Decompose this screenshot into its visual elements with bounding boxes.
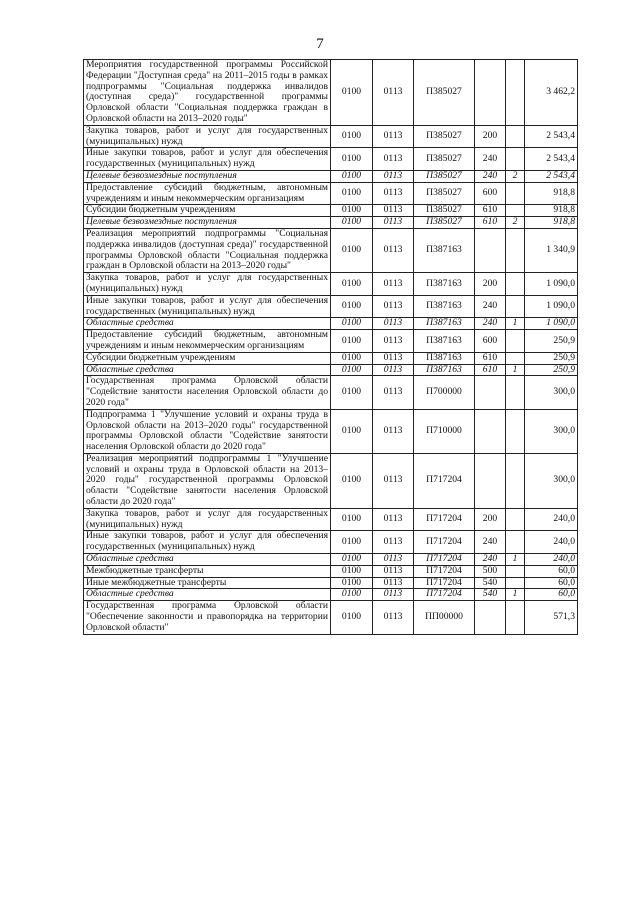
row-subsection-code: 0113 bbox=[373, 589, 414, 601]
row-subsection-code: 0113 bbox=[373, 60, 414, 126]
row-section-code: 0100 bbox=[331, 364, 373, 376]
row-expense-type-code: 200 bbox=[475, 273, 506, 296]
row-target-code: П385027 bbox=[414, 60, 475, 126]
row-amount: 250,9 bbox=[525, 364, 578, 376]
row-name: Иные закупки товаров, работ и услуг для обеспечения государственных (муниципальных) нужд bbox=[84, 148, 331, 171]
row-amount: 1 090,0 bbox=[525, 295, 578, 318]
row-expense-type-code: 500 bbox=[475, 565, 506, 577]
row-expense-type-code: 200 bbox=[475, 125, 506, 148]
row-funding-source bbox=[506, 330, 525, 353]
row-section-code: 0100 bbox=[331, 409, 373, 453]
row-expense-type-code: 240 bbox=[475, 148, 506, 171]
row-section-code: 0100 bbox=[331, 565, 373, 577]
row-amount: 2 543,4 bbox=[525, 148, 578, 171]
row-expense-type-code: 610 bbox=[475, 217, 506, 229]
row-subsection-code: 0113 bbox=[373, 148, 414, 171]
table-row bbox=[84, 330, 578, 353]
row-name: Закупка товаров, работ и услуг для государственных (муниципальных) нужд bbox=[84, 125, 331, 148]
row-name: Подпрограмма 1 "Улучшение условий и охраны труда в Орловской области на 2013–2020 годы" государственной программы Орловской области "Содействие занятости населения Орловской области до 2020 года" bbox=[84, 409, 331, 453]
row-amount: 918,8 bbox=[525, 205, 578, 217]
row-name: Государственная программа Орловской области "Обеспечение законности и правопорядка на территории Орловской области" bbox=[84, 601, 331, 634]
row-subsection-code: 0113 bbox=[373, 318, 414, 330]
row-expense-type-code: 540 bbox=[475, 577, 506, 589]
row-amount: 300,0 bbox=[525, 376, 578, 409]
row-subsection-code: 0113 bbox=[373, 228, 414, 272]
budget-table-body bbox=[84, 60, 578, 635]
row-funding-source bbox=[506, 508, 525, 531]
row-amount: 240,0 bbox=[525, 531, 578, 554]
row-target-code: П387163 bbox=[414, 330, 475, 353]
row-amount: 1 090,0 bbox=[525, 318, 578, 330]
row-amount: 60,0 bbox=[525, 589, 578, 601]
row-expense-type-code: 610 bbox=[475, 364, 506, 376]
row-subsection-code: 0113 bbox=[373, 217, 414, 229]
row-funding-source bbox=[506, 565, 525, 577]
row-section-code: 0100 bbox=[331, 601, 373, 634]
row-subsection-code: 0113 bbox=[373, 364, 414, 376]
row-target-code: П700000 bbox=[414, 376, 475, 409]
table-row bbox=[84, 60, 578, 126]
row-section-code: 0100 bbox=[331, 508, 373, 531]
row-subsection-code: 0113 bbox=[373, 565, 414, 577]
row-section-code: 0100 bbox=[331, 60, 373, 126]
row-funding-source bbox=[506, 531, 525, 554]
row-expense-type-code bbox=[475, 60, 506, 126]
row-expense-type-code: 240 bbox=[475, 554, 506, 566]
row-funding-source bbox=[506, 409, 525, 453]
row-name: Предоставление субсидий бюджетным, автономным учреждениям и иным некоммерческим организациям bbox=[84, 330, 331, 353]
row-funding-source bbox=[506, 228, 525, 272]
row-name: Целевые безвозмездные поступления bbox=[84, 217, 331, 229]
row-target-code: П717204 bbox=[414, 565, 475, 577]
row-subsection-code: 0113 bbox=[373, 205, 414, 217]
row-expense-type-code bbox=[475, 376, 506, 409]
row-subsection-code: 0113 bbox=[373, 273, 414, 296]
row-subsection-code: 0113 bbox=[373, 170, 414, 182]
row-subsection-code: 0113 bbox=[373, 182, 414, 205]
table-row bbox=[84, 170, 578, 182]
row-funding-source bbox=[506, 376, 525, 409]
row-expense-type-code bbox=[475, 409, 506, 453]
row-amount: 60,0 bbox=[525, 577, 578, 589]
row-subsection-code: 0113 bbox=[373, 601, 414, 634]
row-funding-source bbox=[506, 125, 525, 148]
row-target-code: П387163 bbox=[414, 228, 475, 272]
table-row bbox=[84, 217, 578, 229]
row-funding-source bbox=[506, 205, 525, 217]
row-funding-source bbox=[506, 577, 525, 589]
row-subsection-code: 0113 bbox=[373, 531, 414, 554]
row-target-code: П387163 bbox=[414, 318, 475, 330]
row-target-code: П387163 bbox=[414, 352, 475, 364]
row-section-code: 0100 bbox=[331, 125, 373, 148]
row-name: Реализация мероприятий подпрограммы "Социальная поддержка инвалидов (доступная среда)" государственной программы Орловской области "Социальная поддержка граждан в Орловской области на 2013–2020 годы" bbox=[84, 228, 331, 272]
table-row bbox=[84, 409, 578, 453]
row-subsection-code: 0113 bbox=[373, 508, 414, 531]
row-funding-source: 1 bbox=[506, 554, 525, 566]
row-expense-type-code: 240 bbox=[475, 531, 506, 554]
row-name: Субсидии бюджетным учреждениям bbox=[84, 205, 331, 217]
row-subsection-code: 0113 bbox=[373, 453, 414, 508]
row-section-code: 0100 bbox=[331, 170, 373, 182]
row-section-code: 0100 bbox=[331, 148, 373, 171]
row-section-code: 0100 bbox=[331, 589, 373, 601]
row-subsection-code: 0113 bbox=[373, 554, 414, 566]
row-amount: 240,0 bbox=[525, 554, 578, 566]
table-row bbox=[84, 577, 578, 589]
table-row bbox=[84, 589, 578, 601]
row-section-code: 0100 bbox=[331, 273, 373, 296]
row-subsection-code: 0113 bbox=[373, 577, 414, 589]
row-target-code: П385027 bbox=[414, 148, 475, 171]
row-section-code: 0100 bbox=[331, 376, 373, 409]
row-section-code: 0100 bbox=[331, 531, 373, 554]
row-section-code: 0100 bbox=[331, 554, 373, 566]
table-row bbox=[84, 228, 578, 272]
row-funding-source bbox=[506, 60, 525, 126]
budget-table bbox=[83, 59, 578, 635]
row-name: Областные средства bbox=[84, 318, 331, 330]
row-name: Иные закупки товаров, работ и услуг для обеспечения государственных (муниципальных) нужд bbox=[84, 531, 331, 554]
row-expense-type-code: 600 bbox=[475, 182, 506, 205]
row-name: Областные средства bbox=[84, 364, 331, 376]
row-section-code: 0100 bbox=[331, 205, 373, 217]
row-subsection-code: 0113 bbox=[373, 376, 414, 409]
row-funding-source: 1 bbox=[506, 589, 525, 601]
row-amount: 918,8 bbox=[525, 182, 578, 205]
row-expense-type-code: 240 bbox=[475, 318, 506, 330]
row-expense-type-code: 610 bbox=[475, 352, 506, 364]
row-section-code: 0100 bbox=[331, 318, 373, 330]
row-target-code: П717204 bbox=[414, 577, 475, 589]
row-target-code: П387163 bbox=[414, 273, 475, 296]
row-section-code: 0100 bbox=[331, 217, 373, 229]
row-amount: 250,9 bbox=[525, 330, 578, 353]
row-target-code: П717204 bbox=[414, 453, 475, 508]
table-row bbox=[84, 601, 578, 634]
row-funding-source bbox=[506, 352, 525, 364]
row-expense-type-code: 240 bbox=[475, 170, 506, 182]
row-target-code: П385027 bbox=[414, 182, 475, 205]
row-expense-type-code bbox=[475, 228, 506, 272]
row-section-code: 0100 bbox=[331, 577, 373, 589]
table-row bbox=[84, 508, 578, 531]
row-funding-source bbox=[506, 182, 525, 205]
row-funding-source bbox=[506, 601, 525, 634]
row-section-code: 0100 bbox=[331, 453, 373, 508]
row-subsection-code: 0113 bbox=[373, 295, 414, 318]
row-funding-source bbox=[506, 273, 525, 296]
row-expense-type-code: 610 bbox=[475, 205, 506, 217]
row-section-code: 0100 bbox=[331, 295, 373, 318]
row-section-code: 0100 bbox=[331, 182, 373, 205]
table-row bbox=[84, 273, 578, 296]
row-target-code: П717204 bbox=[414, 554, 475, 566]
row-amount: 571,3 bbox=[525, 601, 578, 634]
row-funding-source: 2 bbox=[506, 170, 525, 182]
row-target-code: П717204 bbox=[414, 508, 475, 531]
row-amount: 918,8 bbox=[525, 217, 578, 229]
row-name: Областные средства bbox=[84, 554, 331, 566]
row-name: Субсидии бюджетным учреждениям bbox=[84, 352, 331, 364]
row-name: Межбюджетные трансферты bbox=[84, 565, 331, 577]
table-row bbox=[84, 295, 578, 318]
row-name: Целевые безвозмездные поступления bbox=[84, 170, 331, 182]
table-row bbox=[84, 352, 578, 364]
row-name: Закупка товаров, работ и услуг для государственных (муниципальных) нужд bbox=[84, 273, 331, 296]
table-row bbox=[84, 318, 578, 330]
row-amount: 2 543,4 bbox=[525, 125, 578, 148]
row-target-code: П385027 bbox=[414, 125, 475, 148]
row-subsection-code: 0113 bbox=[373, 125, 414, 148]
row-section-code: 0100 bbox=[331, 352, 373, 364]
row-name: Государственная программа Орловской области "Содействие занятости населения Орловской области до 2020 года" bbox=[84, 376, 331, 409]
row-amount: 3 462,2 bbox=[525, 60, 578, 126]
row-subsection-code: 0113 bbox=[373, 330, 414, 353]
row-expense-type-code: 600 bbox=[475, 330, 506, 353]
row-amount: 300,0 bbox=[525, 409, 578, 453]
table-row bbox=[84, 364, 578, 376]
row-name: Мероприятия государственной программы Российской Федерации "Доступная среда" на 2011–2015 годы в рамках подпрограммы "Социальная поддержка инвалидов (доступная среда)" государственной программы Орловской области "Социальная поддержка граждан в Орловской области на 2013–2020 годы" bbox=[84, 60, 331, 126]
row-expense-type-code: 200 bbox=[475, 508, 506, 531]
row-target-code: П387163 bbox=[414, 295, 475, 318]
row-name: Закупка товаров, работ и услуг для государственных (муниципальных) нужд bbox=[84, 508, 331, 531]
table-row bbox=[84, 205, 578, 217]
row-amount: 240,0 bbox=[525, 508, 578, 531]
table-row bbox=[84, 554, 578, 566]
row-name: Реализация мероприятий подпрограммы 1 "Улучшение условий и охраны труда в Орловской области на 2013–2020 годы" государственной программы Орловской области "Содействие занятости населения Орловской области до 2020 года" bbox=[84, 453, 331, 508]
row-amount: 250,9 bbox=[525, 352, 578, 364]
row-target-code: ПП00000 bbox=[414, 601, 475, 634]
table-row bbox=[84, 453, 578, 508]
row-funding-source bbox=[506, 295, 525, 318]
row-name: Предоставление субсидий бюджетным, автономным учреждениям и иным некоммерческим организациям bbox=[84, 182, 331, 205]
row-name: Иные межбюджетные трансферты bbox=[84, 577, 331, 589]
row-funding-source bbox=[506, 148, 525, 171]
row-expense-type-code bbox=[475, 453, 506, 508]
row-target-code: П387163 bbox=[414, 364, 475, 376]
row-funding-source: 2 bbox=[506, 217, 525, 229]
row-amount: 2 543,4 bbox=[525, 170, 578, 182]
row-funding-source: 1 bbox=[506, 318, 525, 330]
table-row bbox=[84, 565, 578, 577]
row-section-code: 0100 bbox=[331, 330, 373, 353]
row-target-code: П385027 bbox=[414, 217, 475, 229]
page-number: 7 bbox=[316, 36, 324, 52]
row-subsection-code: 0113 bbox=[373, 352, 414, 364]
row-expense-type-code: 240 bbox=[475, 295, 506, 318]
row-amount: 1 340,9 bbox=[525, 228, 578, 272]
row-target-code: П710000 bbox=[414, 409, 475, 453]
table-row bbox=[84, 531, 578, 554]
row-expense-type-code bbox=[475, 601, 506, 634]
row-funding-source bbox=[506, 453, 525, 508]
row-funding-source: 1 bbox=[506, 364, 525, 376]
row-amount: 60,0 bbox=[525, 565, 578, 577]
row-target-code: П385027 bbox=[414, 170, 475, 182]
row-name: Областные средства bbox=[84, 589, 331, 601]
table-row bbox=[84, 182, 578, 205]
row-target-code: П385027 bbox=[414, 205, 475, 217]
table-row bbox=[84, 148, 578, 171]
row-target-code: П717204 bbox=[414, 531, 475, 554]
table-row bbox=[84, 125, 578, 148]
row-amount: 1 090,0 bbox=[525, 273, 578, 296]
row-expense-type-code: 540 bbox=[475, 589, 506, 601]
row-target-code: П717204 bbox=[414, 589, 475, 601]
row-name: Иные закупки товаров, работ и услуг для обеспечения государственных (муниципальных) нужд bbox=[84, 295, 331, 318]
row-section-code: 0100 bbox=[331, 228, 373, 272]
table-row bbox=[84, 376, 578, 409]
row-subsection-code: 0113 bbox=[373, 409, 414, 453]
row-amount: 300,0 bbox=[525, 453, 578, 508]
